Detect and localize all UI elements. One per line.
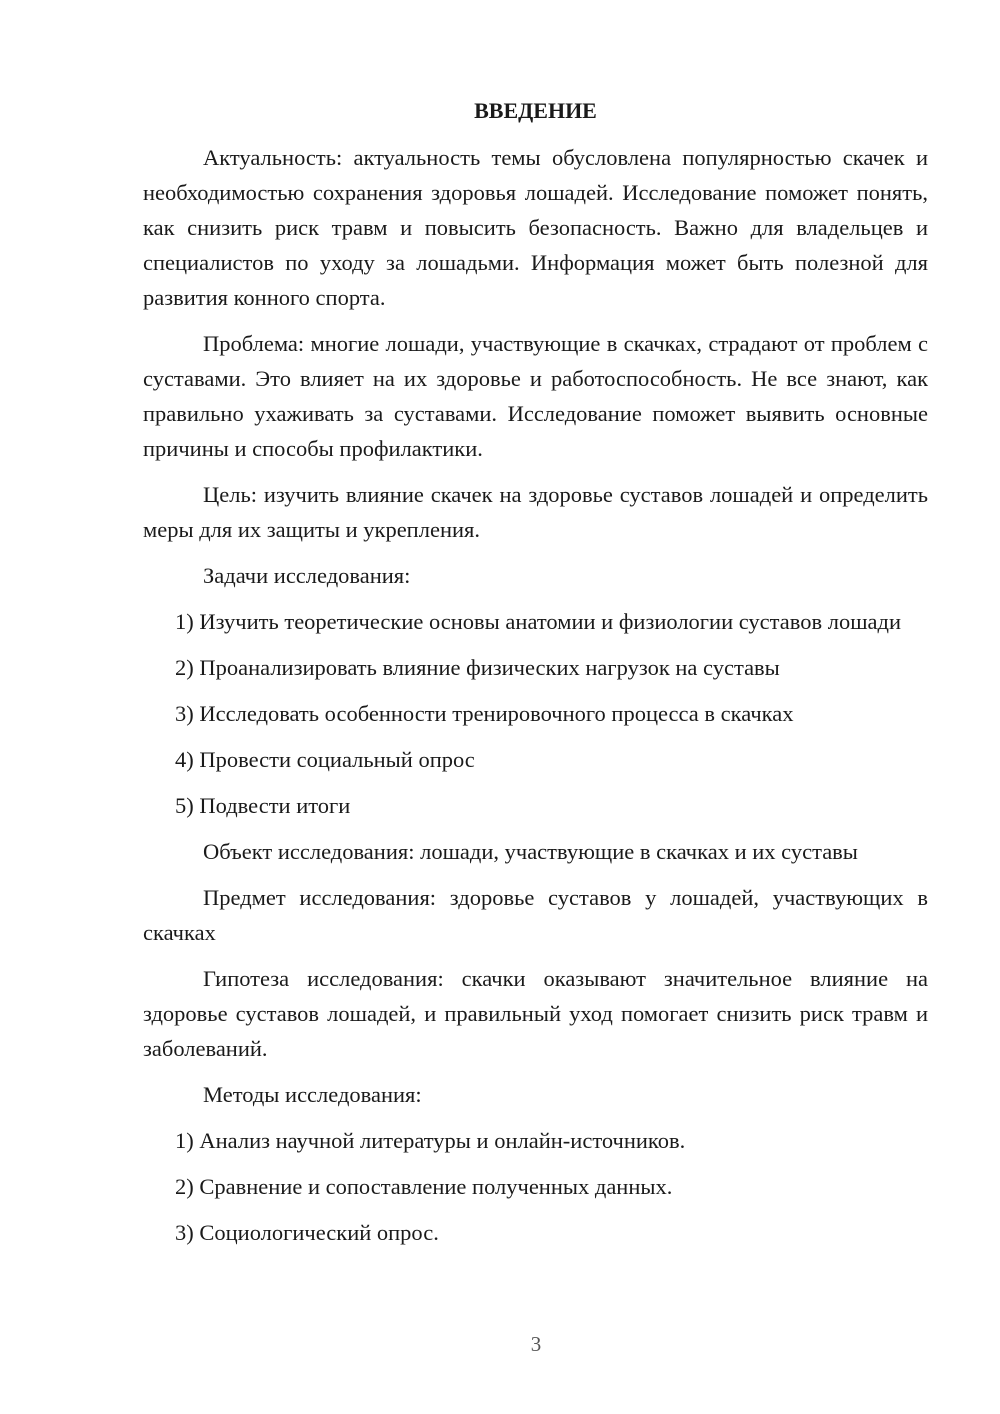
task-item: 1) Изучить теоретические основы анатомии и физиологии суставов лошади — [175, 609, 902, 634]
task-item: 3) Исследовать особенности тренировочного процесса в скачках — [175, 701, 794, 726]
method-item: 3) Социологический опрос. — [175, 1220, 439, 1245]
method-item: 2) Сравнение и сопоставление полученных данных. — [175, 1174, 673, 1199]
method-item: 1) Анализ научной литературы и онлайн-источников. — [175, 1128, 686, 1153]
page-content — [143, 93, 928, 1261]
problem-paragraph: Проблема: многие лошади, участвующие в скачках, страдают от проблем с суставами. Это влияет на их здоровье и работоспособность. Не все знают, как правильно ухаживать за суставами. Исследование поможет выявить основные причины и способы профилактики. — [143, 331, 928, 461]
methods-heading: Методы исследования: — [203, 1082, 422, 1107]
hypothesis-paragraph: Гипотеза исследования: скачки оказывают значительное влияние на здоровье суставов лошадей, и правильный уход помогает снизить риск травм и заболеваний. — [143, 966, 928, 1061]
task-item: 4) Провести социальный опрос — [175, 747, 475, 772]
relevance-paragraph: Актуальность: актуальность темы обусловлена популярностью скачек и необходимостью сохранения здоровья лошадей. Исследование поможет понять, как снизить риск травм и повысить безопасность. Важно для владельцев и специалистов по уходу за лошадьми. Информация может быть полезной для развития конного спорта. — [143, 145, 928, 310]
section-title: ВВЕДЕНИЕ — [474, 98, 597, 123]
object-paragraph: Объект исследования: лошади, участвующие в скачках и их суставы — [203, 839, 858, 864]
tasks-heading: Задачи исследования: — [203, 563, 411, 588]
task-item: 2) Проанализировать влияние физических нагрузок на суставы — [175, 655, 780, 680]
goal-paragraph: Цель: изучить влияние скачек на здоровье суставов лошадей и определить меры для их защиты и укрепления. — [143, 482, 928, 542]
page-number: 3 — [530, 1332, 542, 1356]
task-item: 5) Подвести итоги — [175, 793, 351, 818]
subject-paragraph: Предмет исследования: здоровье суставов у лошадей, участвующих в скачках — [143, 885, 928, 945]
